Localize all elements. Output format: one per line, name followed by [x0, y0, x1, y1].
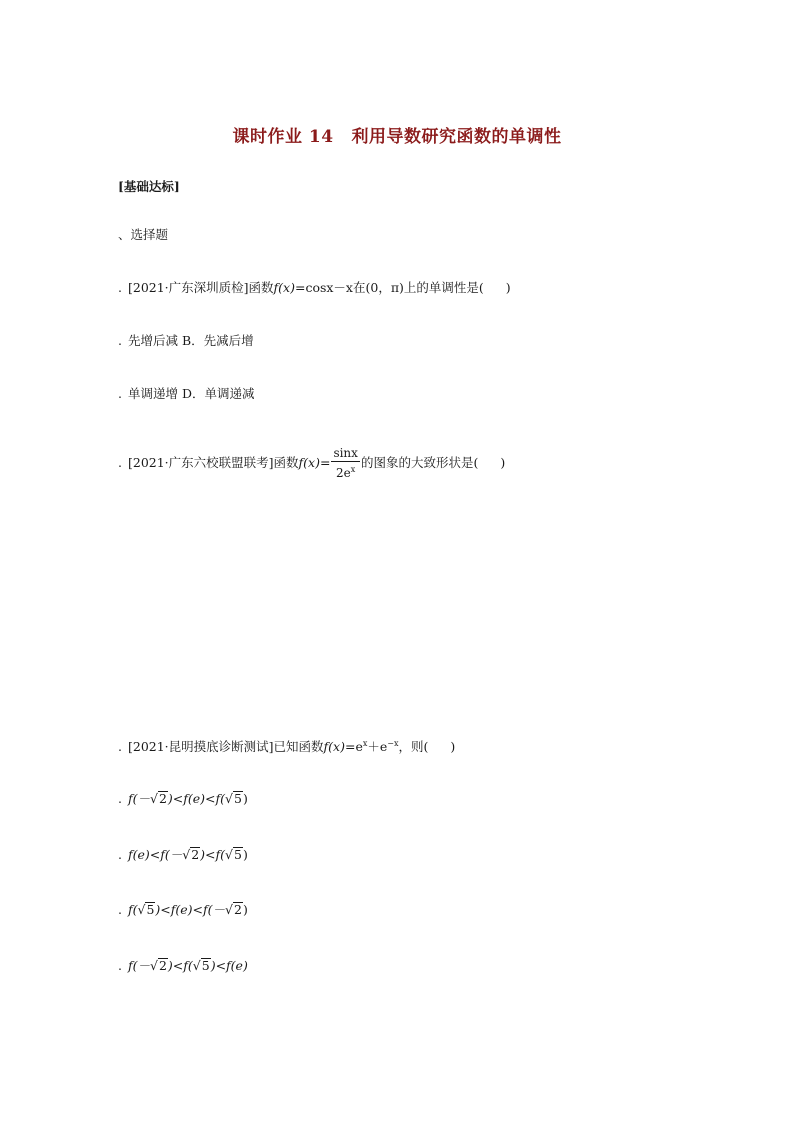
sqrt-sign: √ [150, 791, 158, 806]
bullet: . [118, 902, 122, 917]
question-2 [118, 446, 505, 481]
q3-close: ) [450, 739, 456, 755]
q2-close: ) [500, 455, 506, 470]
q3-opt-d-p1: f(－ [127, 958, 150, 973]
q3-exp-2: −x [387, 739, 399, 748]
sqrt-argument: 2 [158, 958, 167, 973]
q3-opt-a-p2: )<f(e)<f( [167, 791, 226, 806]
bullet: . [118, 333, 122, 348]
sqrt-expression [150, 957, 168, 975]
question-1 [118, 279, 511, 297]
sqrt-sign: √ [225, 847, 233, 862]
q3-opt-d-p3: )<f(e) [210, 958, 248, 973]
page-title [0, 122, 794, 147]
q3-opt-c-p1: f( [127, 902, 138, 917]
sqrt-sign: √ [182, 847, 191, 862]
q1-close: ) [505, 280, 511, 295]
sqrt-sign: √ [225, 902, 233, 917]
q2-numerator: sinx [333, 446, 358, 460]
sqrt-argument: 2 [191, 847, 200, 862]
q3-func-eq: =e [344, 739, 363, 755]
q3-opt-b-p1: f(e)<f(－ [127, 847, 183, 862]
q3-func-lhs: f(x) [323, 739, 345, 755]
q3-opt-a-p1: f(－ [127, 791, 150, 806]
bullet: . [118, 958, 122, 973]
sqrt-argument: 5 [234, 791, 242, 806]
sqrt-argument: 2 [234, 902, 242, 917]
q1-func-lhs: f(x) [273, 280, 295, 295]
bullet: . [118, 739, 122, 755]
q3-opt-a-p3: ) [242, 791, 248, 806]
q2-func-lhs: f(x)= [298, 455, 331, 470]
q1-option-ab [118, 332, 254, 350]
sqrt-sign: √ [150, 958, 158, 973]
q3-exp-1: x [362, 739, 368, 748]
sqrt-argument: 5 [234, 847, 242, 862]
q2-denominator-base: 2e [336, 466, 351, 480]
q1-source: [2021·广东深圳质检]函数 [127, 280, 274, 295]
q1-option-cd-text: 单调递增 D．单调递减 [127, 386, 255, 401]
q3-option-a [118, 790, 248, 808]
q3-opt-c-p2: )<f(e)<f(－ [155, 902, 226, 917]
q3-option-b [118, 846, 248, 864]
title-part-1: 课时作业 14 [232, 127, 334, 147]
sqrt-expression [225, 846, 243, 864]
sqrt-expression [225, 901, 243, 919]
q3-source: [2021·昆明摸底诊断测试]已知函数 [127, 739, 324, 755]
sqrt-sign: √ [137, 902, 146, 917]
q3-opt-b-p2: )<f( [200, 847, 226, 862]
q3-option-d [118, 957, 248, 975]
q3-plus: ＋e [367, 739, 388, 755]
q1-rest: 在(0，π)上的单调性是( [352, 280, 484, 295]
sqrt-expression [225, 790, 243, 808]
sqrt-expression [193, 957, 211, 975]
q2-graph-options-area [118, 490, 678, 720]
q3-opt-b-p3: ) [242, 847, 248, 862]
q2-denominator [331, 462, 360, 481]
sqrt-expression [182, 846, 200, 864]
sqrt-expression [138, 901, 156, 919]
sqrt-argument: 5 [146, 902, 155, 917]
q1-option-ab-text: 先增后减 B．先减后增 [127, 333, 254, 348]
title-part-2: 利用导数研究函数的单调性 [351, 127, 562, 147]
q1-option-cd [118, 385, 254, 403]
q3-opt-d-p2: )<f( [167, 958, 193, 973]
q2-fraction [331, 446, 360, 481]
bullet: . [118, 791, 122, 806]
bullet: . [118, 280, 122, 295]
q3-rest: ，则( [398, 739, 429, 755]
q2-source: [2021·广东六校联盟联考]函数 [127, 455, 299, 470]
q2-rest: 的图象的大致形状是( [360, 455, 479, 470]
bullet: . [118, 386, 122, 401]
section-label: [基础达标] [118, 179, 180, 194]
q1-func-rhs: =cosx－x [294, 280, 353, 295]
sqrt-argument: 5 [201, 958, 210, 973]
subsection-label: 、选择题 [118, 227, 169, 242]
sqrt-expression [150, 790, 168, 808]
sqrt-sign: √ [225, 791, 233, 806]
bullet: . [118, 455, 122, 470]
q3-option-c [118, 901, 248, 919]
bullet: . [118, 847, 122, 862]
q2-denominator-exp: x [350, 465, 356, 474]
question-3 [118, 735, 455, 756]
sqrt-argument: 2 [158, 791, 167, 806]
sqrt-sign: √ [192, 958, 201, 973]
q3-opt-c-p3: ) [242, 902, 248, 917]
